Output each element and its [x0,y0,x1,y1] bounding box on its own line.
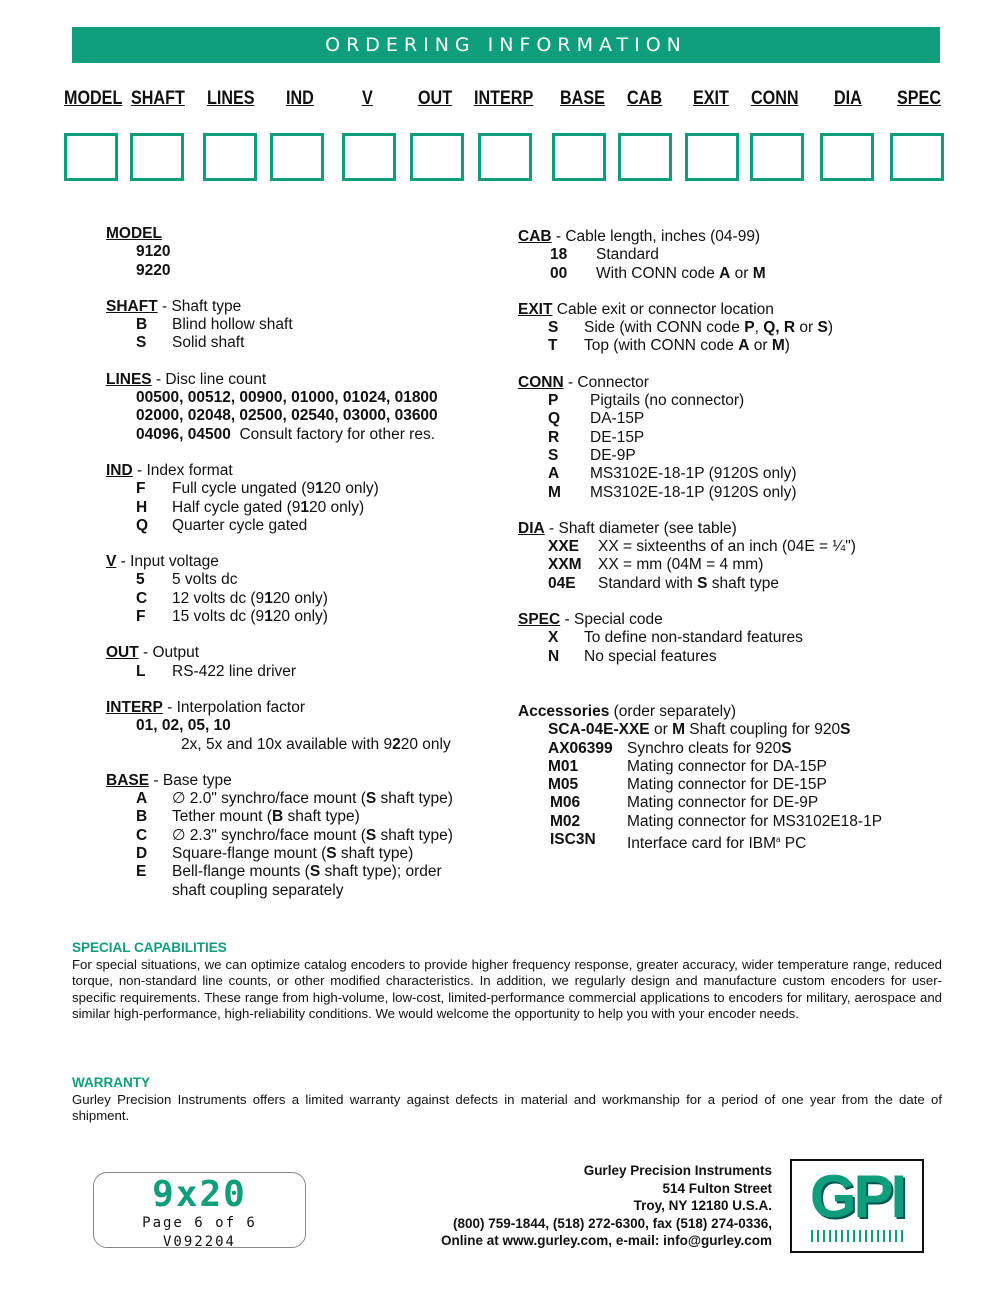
lines-row2: 02000, 02048, 02500, 02540, 03000, 03600 [136,407,438,425]
spec-heading: SPEC [518,611,561,629]
v-c: C 12 volts dc (9120 only) [136,589,328,607]
interp-heading: INTERP [106,698,163,716]
box-cab[interactable] [618,133,672,181]
box-dia[interactable] [820,133,874,181]
col-out: OUT [418,88,453,109]
v-5: 5 5 volts dc [136,571,238,589]
accessories-heading: Accessories [518,702,610,720]
interp-section: INTERP - Interpolation factor 01, 02, 05, 10 2x, 5x and 10x available with 9220 only [106,699,496,754]
acc-row1: SCA-04E-XXE or M Shaft coupling for 920S [548,721,851,739]
out-l: L RS-422 line driver [136,662,297,680]
cab-00: 00 With CONN code A or M [550,264,766,282]
base-heading: BASE [106,771,150,789]
out-section: OUT - Output L RS-422 line driver [106,644,496,681]
model-badge [93,1172,306,1248]
right-options [518,228,958,871]
addr-company: Gurley Precision Instruments [583,1163,772,1178]
cab-heading: CAB [518,228,552,245]
base-c: C ∅ 2.3" synchro/face mount (S shaft type) [136,826,453,844]
gpi-logo [790,1159,924,1253]
col-dia: DIA [834,88,862,109]
col-exit: EXIT [693,88,729,109]
spec-section: SPEC - Special code X To define non-standard features N No special features [518,611,958,666]
addr-street: 514 Fulton Street [662,1180,772,1196]
badge-page: Page 6 of 6 [142,1215,257,1231]
v-section: V - Input voltage 5 5 volts dc C 12 volts dc (9120 only) F 15 volts dc (9120 only) [106,553,496,626]
special-text: For special situations, we can optimize catalog encoders to provide higher frequency response, greater accuracy, wider temperature range, reduced torque, non-standard line counts, or other modified characteristics. In addition, we regularly design and manufacture custom encoders for user-specific requirements. These range from high-volume, low-cost, limited-performance commercial applications to encoders for military, aerospace and similar high-performance, high-reliability conditions. We would welcome the opportunity to help you with your encoder needs. [72,956,942,1021]
conn-s: S DE-9P [548,446,636,464]
exit-t: T Top (with CONN code A or M) [548,337,790,355]
box-conn[interactable] [750,133,804,181]
conn-q: Q DA-15P [548,410,645,428]
ind-q: Q Quarter cycle gated [136,516,308,534]
acc-row5: M06 Mating connector for DE-9P [550,794,819,812]
warranty-title: WARRANTY [72,1075,150,1090]
company-address [441,1162,772,1250]
interp-note: 2x, 5x and 10x available with 9220 only [181,735,451,753]
lines-section: LINES - Disc line count 00500, 00512, 00900, 01000, 01024, 01800 02000, 02048, 02500, 02540, 03000, 03600 04096, 04500 Consult factory for other res. [106,371,496,444]
column-headers [0,88,1000,116]
lines-heading: LINES [106,370,152,388]
conn-p: P Pigtails (no connector) [548,392,745,410]
code-boxes [0,133,1000,187]
exit-heading: EXIT [518,300,553,318]
base-section: BASE - Base type A ∅ 2.0" synchro/face mount (S shaft type) B Tether mount (B shaft type) C ∅ 2.3" synchro/face mount (S shaft type) D Square-flange mount (S shaft type) E Bell-flange mounts (S shaft type); order shaft coupling separately [106,772,496,900]
box-exit[interactable] [685,133,739,181]
dia-section: DIA - Shaft diameter (see table) XXE XX = sixteenths of an inch (04E = ¼") XXM XX = mm (04M = 4 mm) 04E Standard with S shaft type [518,520,958,593]
acc-row6: M02 Mating connector for MS3102E18-1P [550,812,883,830]
warranty-text: Gurley Precision Instruments offers a limited warranty against defects in material and workmanship for a period of one year from the date of shipment. [72,1091,942,1123]
left-options [106,225,496,918]
col-base: BASE [560,88,605,109]
acc-row3: M01 Mating connector for DA-15P [548,757,827,775]
col-v: V [362,88,373,109]
badge-model: 9x20 [152,1174,247,1215]
ind-f: F Full cycle ungated (9120 only) [136,480,379,498]
logo-bars-icon [792,1230,922,1242]
col-cab: CAB [627,88,662,109]
col-spec: SPEC [897,88,941,109]
col-interp: INTERP [474,88,534,109]
ind-section: IND - Index format F Full cycle ungated (9120 only) H Half cycle gated (9120 only) Q Quarter cycle gated [106,462,496,535]
col-model: MODEL [64,88,123,109]
addr-city: Troy, NY 12180 U.S.A. [633,1198,772,1213]
base-b: B Tether mount (B shaft type) [136,808,360,826]
shaft-b: B Blind hollow shaft [136,316,293,334]
interp-codes: 01, 02, 05, 10 [136,717,231,735]
logo-text: GPI [809,1163,905,1230]
base-d: D Square-flange mount (S shaft type) [136,845,414,863]
shaft-s: S Solid shaft [136,334,245,352]
col-conn: CONN [751,88,799,109]
conn-heading: CONN [518,373,564,391]
acc-row7: ISC3N Interface card for IBM$^a$ PC [550,831,807,853]
box-ind[interactable] [270,133,324,181]
addr-phone: (800) 759-1844, (518) 272-6300, fax (518) 274-0336, [453,1215,772,1231]
conn-section: CONN - Connector P Pigtails (no connector) Q DA-15P R DE-15P S DE-9P A MS3102E-18-1P (9120S only) M MS3102E-18-1P (9120S only) [518,374,958,502]
col-shaft: SHAFT [131,88,185,109]
model-9220: 9220 [136,261,171,279]
col-lines: LINES [207,88,255,109]
conn-r: R DE-15P [548,428,645,446]
ind-h: H Half cycle gated (9120 only) [136,498,365,516]
shaft-section [106,298,496,353]
special-capabilities [72,940,942,1023]
exit-s: S Side (with CONN code P, Q, R or S) [548,319,833,337]
cab-18: 18 Standard [550,246,659,264]
spec-x: X To define non-standard features [548,629,803,647]
model-heading: MODEL [106,225,162,242]
box-interp[interactable] [478,133,532,181]
model-9120: 9120 [136,243,171,261]
box-lines[interactable] [203,133,257,181]
accessories-section: Accessories (order separately) SCA-04E-XXE or M Shaft coupling for 920S AX06399 Synchro cleats for 920S M01 Mating connector for DA-15P M05 Mating connector for DE-15P M06 Mating connector for DE-9P M02 Mating connector for MS3102E18-1P ISC3N Interface card for IBM$^a$ PC [518,703,958,854]
box-v[interactable] [342,133,396,181]
dia-04e: 04E Standard with S shaft type [548,574,779,592]
exit-section: EXIT Cable exit or connector location S Side (with CONN code P, Q, R or S) T Top (with CONN code A or M) [518,301,958,356]
box-spec[interactable] [890,133,944,181]
conn-m: M MS3102E-18-1P (9120S only) [548,483,797,501]
warranty [72,1075,942,1125]
acc-row4: M05 Mating connector for DE-15P [548,776,827,794]
badge-version: V092204 [162,1234,236,1250]
ordering-banner: ORDERING INFORMATION [72,27,940,63]
box-base[interactable] [552,133,606,181]
out-heading: OUT [106,644,139,662]
box-model[interactable] [64,133,118,181]
special-title: SPECIAL CAPABILITIES [72,940,227,955]
spec-n: N No special features [548,647,717,665]
col-ind: IND [286,88,314,109]
acc-row2: AX06399 Synchro cleats for 920S [548,739,792,757]
lines-row3: 04096, 04500 Consult factory for other res. [136,425,436,443]
v-heading: V [106,553,117,571]
box-shaft[interactable] [130,133,184,181]
base-e: E Bell-flange mounts (S shaft type); order shaft coupling separately [136,863,442,899]
v-f: F 15 volts dc (9120 only) [136,608,328,626]
cab-section: CAB - Cable length, inches (04-99) 18 Standard 00 With CONN code A or M [518,228,958,283]
conn-a: A MS3102E-18-1P (9120S only) [548,465,797,483]
base-a: A ∅ 2.0" synchro/face mount (S shaft type) [136,790,453,808]
lines-row1: 00500, 00512, 00900, 01000, 01024, 01800 [136,389,438,407]
ind-heading: IND [106,461,133,479]
dia-heading: DIA [518,519,545,537]
box-out[interactable] [410,133,464,181]
dia-xxe: XXE XX = sixteenths of an inch (04E = ¼") [548,538,856,556]
model-section [106,225,496,280]
dia-xxm: XXM XX = mm (04M = 4 mm) [548,556,764,574]
shaft-desc: - Shaft type [157,297,242,315]
shaft-heading: SHAFT [106,297,158,315]
addr-online: Online at www.gurley.com, e-mail: info@gurley.com [441,1233,772,1248]
